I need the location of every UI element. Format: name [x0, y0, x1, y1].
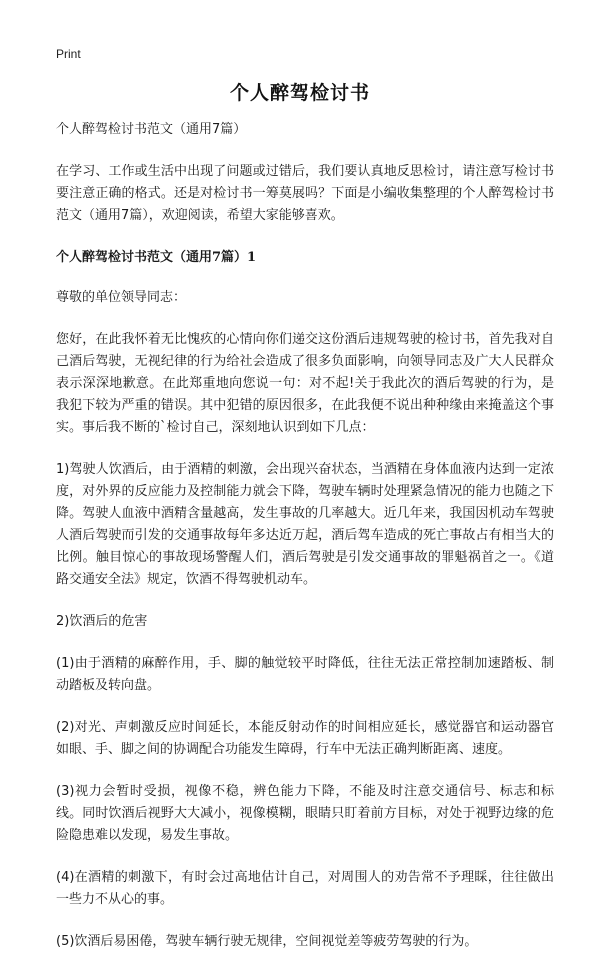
- doc-subtitle: 个人醉驾检讨书范文（通用7篇）: [56, 122, 247, 137]
- point-1-paragraph: 1)驾驶人饮酒后，由于酒精的刺激，会出现兴奋状态，当酒精在身体血液内达到一定浓度，对外界的反应能力及控制能力就会下降，驾驶车辆时处理紧急情况的能力也随之下降。驾驶人血液中酒精含量越高，发生事故的几率越大。近几年来，我国因机动车驾驶人酒后驾驶而引发的交通事故每年多达近万起，酒后驾车造成的死亡事故占有相当大的比例。触目惊心的事故现场警醒人们，酒后驾驶是引发交通事故的罪魁祸首之一。《道路交通安全法》规定，饮酒不得驾驶机动车。: [56, 462, 554, 587]
- document-body: [56, 119, 554, 973]
- print-link[interactable]: Print: [56, 47, 81, 61]
- body-paragraph: 您好，在此我怀着无比愧疚的心情向你们递交这份酒后违规驾驶的检讨书，首先我对自己酒后驾驶，无视纪律的行为给社会造成了很多负面影响，向领导同志及广大人民群众表示深深地歉意。在此郑重地向您说一句：对不起!关于我此次的酒后驾驶的行为，是我犯下较为严重的错误。其中犯错的原因很多，在此我便不说出种种缘由来掩盖这个事实。事后我不断的`检讨自己，深刻地认识到如下几点：: [56, 332, 554, 435]
- intro-paragraph: 在学习、工作或生活中出现了问题或过错后，我们要认真地反思检讨，请注意写检讨书要注意正确的格式。还是对检讨书一筹莫展吗？下面是小编收集整理的个人醉驾检讨书范文（通用7篇），欢迎阅读，希望大家能够喜欢。: [56, 164, 554, 223]
- harm-item-1: (1)由于酒精的麻醉作用，手、脚的触觉较平时降低，往往无法正常控制加速踏板、制动踏板及转向盘。: [56, 656, 554, 693]
- harm-item-5: (5)饮酒后易困倦，驾驶车辆行驶无规律，空间视觉差等疲劳驾驶的行为。: [56, 934, 478, 949]
- harm-item-2: (2)对光、声刺激反应时间延长，本能反射动作的时间相应延长，感觉器官和运动器官如眼、手、脚之间的协调配合功能发生障碍，行车中无法正确判断距离、速度。: [56, 720, 554, 757]
- point-2-heading: 2)饮酒后的危害: [56, 614, 148, 629]
- salutation: 尊敬的单位领导同志：: [56, 290, 187, 305]
- document-title: 个人醉驾检讨书: [229, 82, 370, 104]
- harm-item-3: (3)视力会暂时受损，视像不稳，辨色能力下降，不能及时注意交通信号、标志和标线。同时饮酒后视野大大减小，视像模糊，眼睛只盯着前方目标，对处于视野边缘的危险隐患难以发现，易发生事故。: [56, 784, 554, 843]
- harm-item-4: (4)在酒精的刺激下，有时会过高地估计自己，对周围人的劝告常不予理睬，往往做出一些力不从心的事。: [56, 870, 554, 907]
- section-heading: 个人醉驾检讨书范文（通用7篇）1: [56, 250, 257, 265]
